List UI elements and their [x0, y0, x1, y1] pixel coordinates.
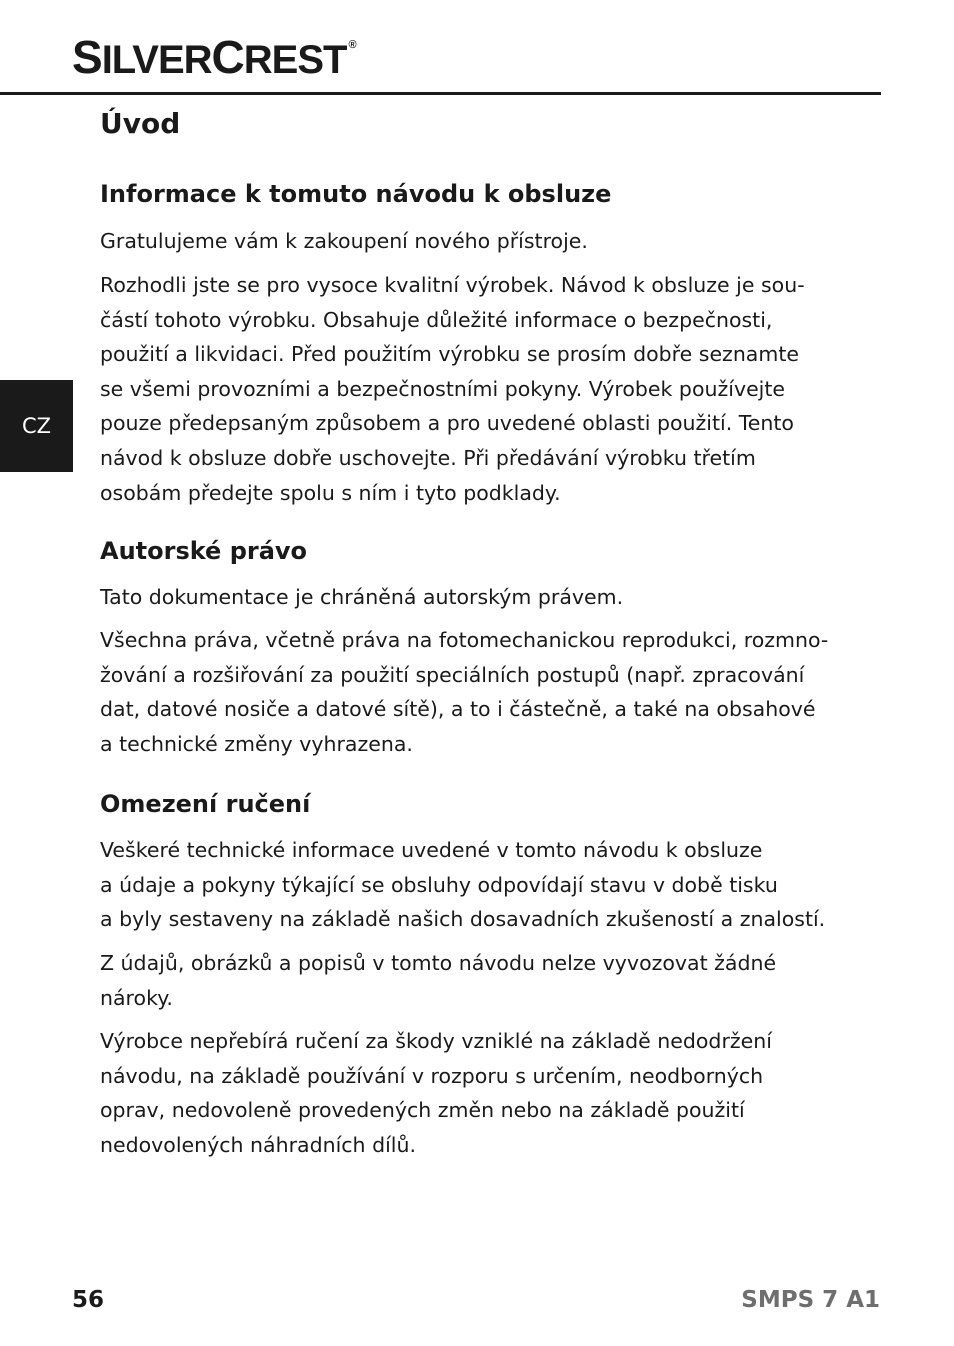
registered-mark: ®	[348, 39, 356, 51]
page-number: 56	[72, 1287, 105, 1313]
brand-logo: SILVERCREST ®	[72, 31, 356, 83]
language-tab-label: CZ	[21, 414, 52, 438]
section-heading-liability: Omezení ručení	[100, 790, 311, 818]
language-tab	[0, 380, 73, 472]
paragraph: Veškeré technické informace uvedené v tomto návodu k obsluze a údaje a pokyny týkající se obsluhy odpovídají stavu v době tisku a byly sestaveny na základě našich dosavadních zkušeností a znalostí.	[100, 838, 826, 932]
paragraph: Rozhodli jste se pro vysoce kvalitní výrobek. Návod k obsluze je sou- částí tohoto výrobku. Obsahuje důležité informace o bezpečnosti, použití a likvidaci. Před použitím výrobku se prosím dobře seznamte se všemi provozními a bezpečnostními pokyny. Výrobek používejte pouze předepsaným způsobem a pro uvedené oblasti použití. Tento návod k obsluze dobře uschovejte. Při předávání výrobku třetím osobám předejte spolu s ním i tyto podklady.	[100, 273, 805, 505]
page-title: Úvod	[100, 107, 181, 140]
model-name: SMPS 7 A1	[741, 1287, 880, 1313]
paragraph: Výrobce nepřebírá ručení za škody vzniklé na základě nedodržení návodu, na základě používání v rozporu s určením, neodborných oprav, nedovoleně provedených změn nebo na základě použití nedovolených náhradních dílů.	[100, 1029, 772, 1157]
paragraph: Tato dokumentace je chráněná autorským právem.	[100, 585, 624, 609]
paragraph: Všechna práva, včetně práva na fotomechanickou reprodukci, rozmno- žování a rozšiřování za použití speciálních postupů (např. zpracování dat, datové nosiče a datové sítě), a to i částečně, a také na obsahové a technické změny vyhrazena.	[100, 628, 829, 756]
paragraph: Z údajů, obrázků a popisů v tomto návodu nelze vyvozovat žádné nároky.	[100, 951, 777, 1010]
section-heading-copyright: Autorské právo	[100, 537, 308, 565]
section-heading-info: Informace k tomuto návodu k obsluze	[100, 180, 612, 208]
paragraph: Gratulujeme vám k zakoupení nového přístroje.	[100, 229, 588, 253]
header-rule	[0, 92, 881, 95]
